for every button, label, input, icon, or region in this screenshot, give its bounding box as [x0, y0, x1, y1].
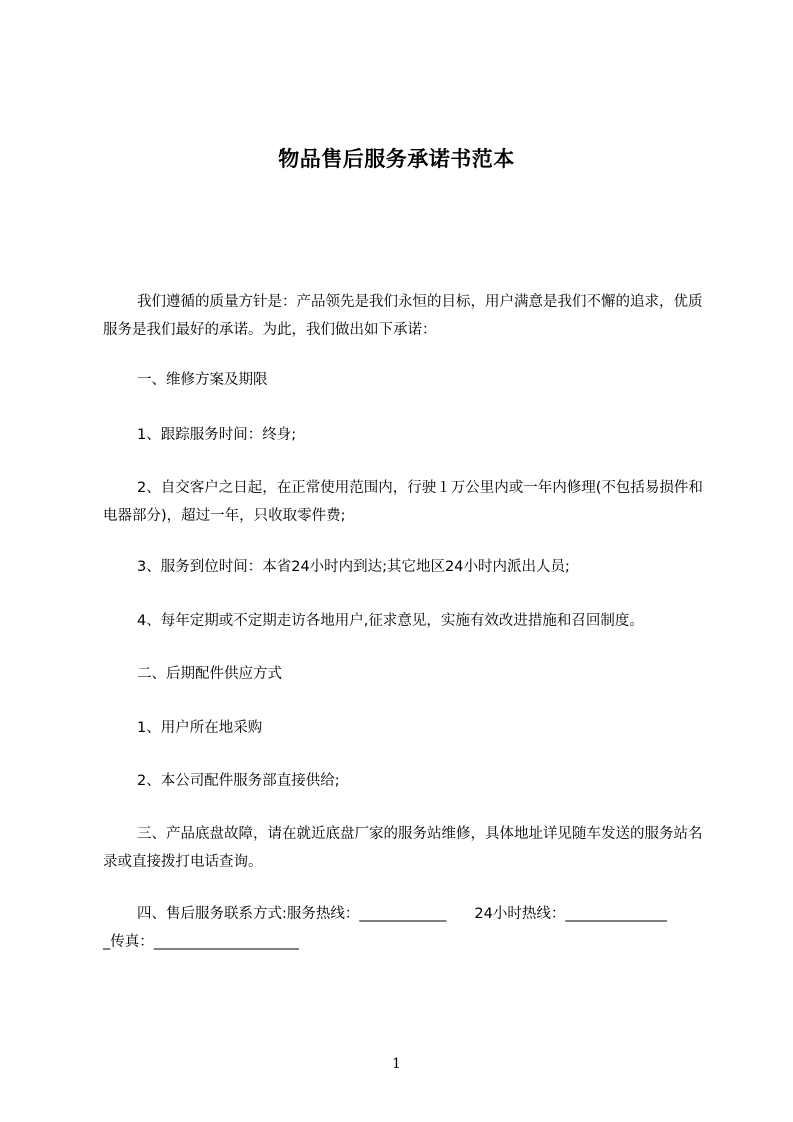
- section-1-heading: 一、维修方案及期限: [137, 372, 268, 388]
- section-2-item-2: 2、本公司配件服务部直接供给;: [137, 773, 340, 789]
- page-number: 1: [392, 1056, 401, 1072]
- section-2-heading: 二、后期配件供应方式: [137, 666, 282, 682]
- service-hotline-label: 四、售后服务联系方式:服务热线：: [137, 906, 360, 922]
- section-2-item-1: 1、用户所在地采购: [137, 720, 263, 736]
- fax-line: _传真：____________________: [103, 934, 299, 950]
- service-hotline-blank: ____________: [359, 906, 447, 922]
- intro-paragraph: 我们遵循的质量方针是：产品领先是我们永恒的目标，用户满意是我们不懈的追求，优质服务是我们最好的承诺。为此，我们做出如下承诺：: [103, 294, 703, 338]
- section-1-item-3: 3、服务到位时间：本省24小时内到达;其它地区24小时内派出人员;: [137, 559, 570, 575]
- section-1-item-2: 2、自交客户之日起，在正常使用范围内，行驶１万公里内或一年内修理(不包括易损件和电器部分)，超过一年，只收取零件费;: [103, 480, 703, 524]
- document-title: 物品售后服务承诺书范本: [278, 147, 515, 171]
- section-4-line-1: [137, 904, 667, 924]
- 24h-hotline-blank: ______________: [565, 906, 667, 922]
- section-3-paragraph: 三、产品底盘故障，请在就近底盘厂家的服务站维修，具体地址详见随车发送的服务站名录或直接拨打电话查询。: [103, 826, 703, 870]
- section-1-item-1: 1、跟踪服务时间：终身;: [137, 427, 297, 443]
- 24h-hotline-label: 24小时热线：: [474, 906, 566, 922]
- section-1-item-4: 4、每年定期或不定期走访各地用户,征求意见，实施有效改进措施和召回制度。: [137, 613, 644, 629]
